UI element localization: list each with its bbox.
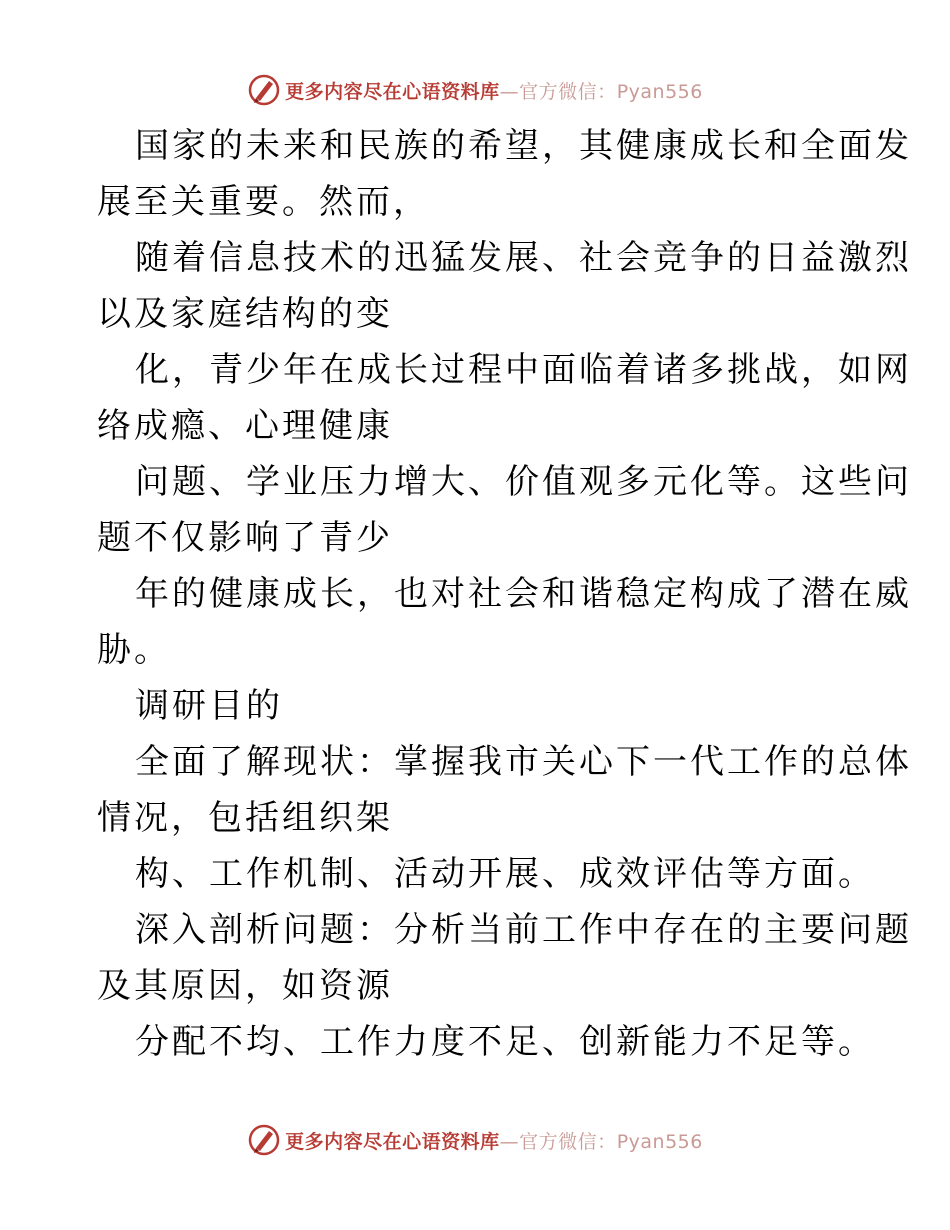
body-line: 情况，包括组织架 xyxy=(97,798,393,838)
body-line: 胁。 xyxy=(97,630,171,670)
header-watermark xyxy=(0,70,950,110)
footer-watermark xyxy=(0,1120,950,1160)
body-line: 化，青少年在成长过程中面临着诸多挑战，如网 xyxy=(135,350,912,390)
body-line: 以及家庭结构的变 xyxy=(97,294,393,334)
body-line: 构、工作机制、活动开展、成效评估等方面。 xyxy=(135,854,875,894)
watermark-text: 更多内容尽在心语资料库—官方微信：Pyan556 xyxy=(285,80,703,103)
body-line: 问题、学业压力增大、价值观多元化等。这些问 xyxy=(135,462,912,502)
body-line: 题不仅影响了青少 xyxy=(97,518,393,558)
pen-logo-icon xyxy=(247,1123,281,1157)
body-line: 络成瘾、心理健康 xyxy=(97,406,393,446)
body-line: 展至关重要。然而， xyxy=(97,182,430,222)
body-line: 及其原因，如资源 xyxy=(97,966,393,1006)
pen-logo-icon xyxy=(247,73,281,107)
body-line: 全面了解现状：掌握我市关心下一代工作的总体 xyxy=(135,742,912,782)
body-line: 分配不均、工作力度不足、创新能力不足等。 xyxy=(135,1022,875,1062)
body-line: 深入剖析问题：分析当前工作中存在的主要问题 xyxy=(135,910,912,950)
body-line: 国家的未来和民族的希望，其健康成长和全面发 xyxy=(135,126,912,166)
watermark-text: 更多内容尽在心语资料库—官方微信：Pyan556 xyxy=(285,1130,703,1153)
body-line: 年的健康成长，也对社会和谐稳定构成了潜在威 xyxy=(135,574,912,614)
document-body xyxy=(97,118,912,1070)
section-heading: 调研目的 xyxy=(135,686,283,726)
body-line: 随着信息技术的迅猛发展、社会竞争的日益激烈 xyxy=(135,238,912,278)
